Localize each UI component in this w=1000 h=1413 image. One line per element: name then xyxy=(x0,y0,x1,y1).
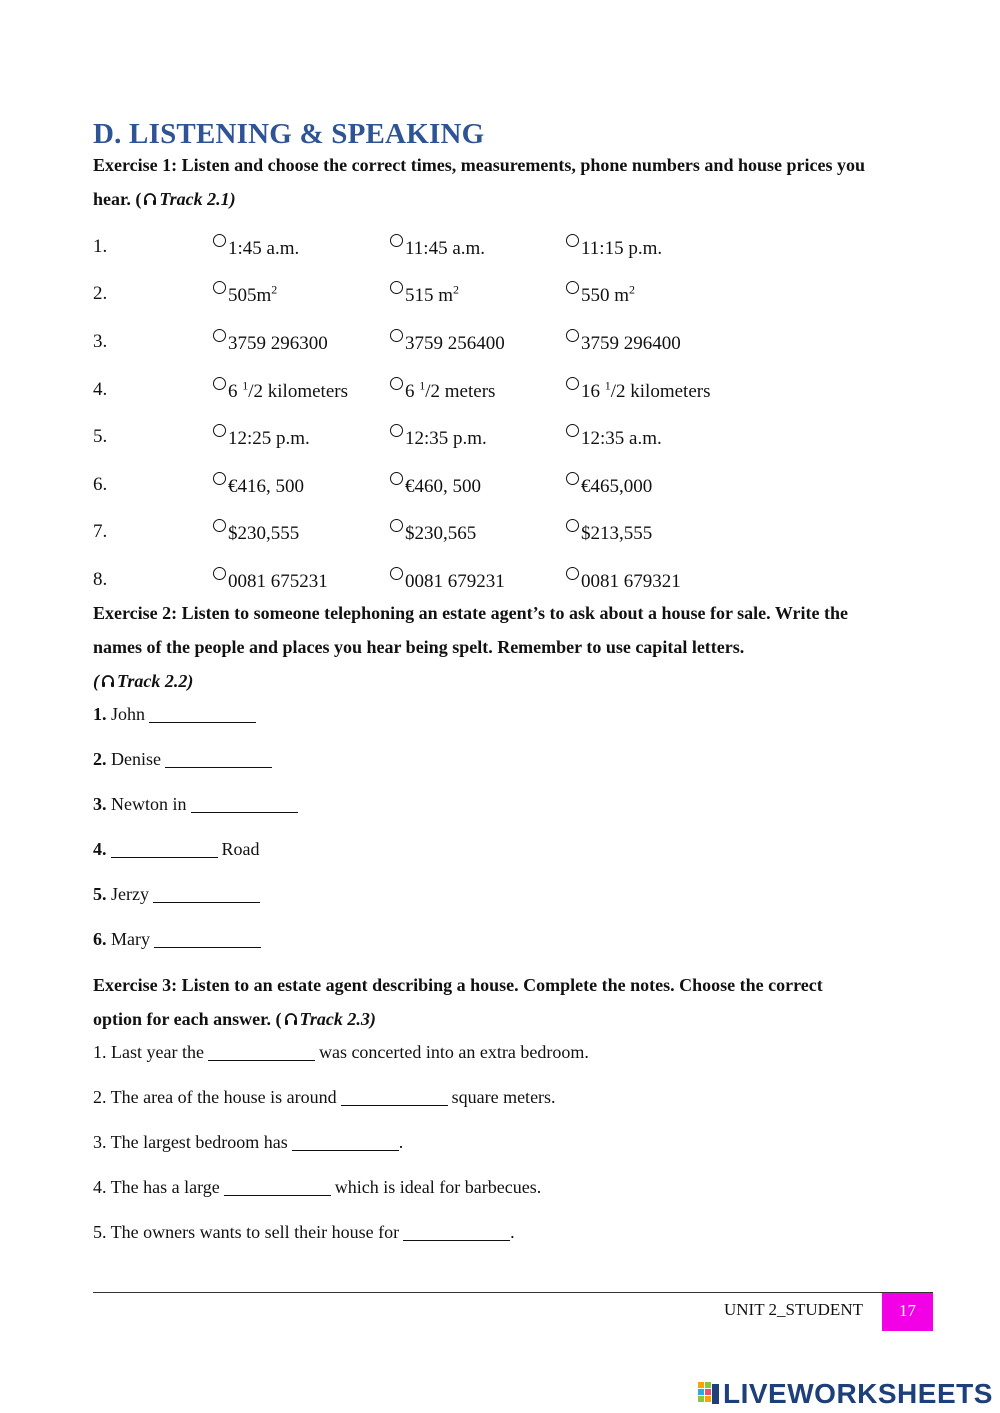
option-5c[interactable] xyxy=(566,424,662,450)
radio-option[interactable] xyxy=(213,472,226,485)
option-1b[interactable] xyxy=(390,234,485,260)
option-label: 0081 679321 xyxy=(581,571,681,592)
option-2b[interactable] xyxy=(390,281,459,307)
option-label: 12:35 p.m. xyxy=(405,428,487,449)
note-item-4 xyxy=(93,1177,541,1198)
radio-option[interactable] xyxy=(566,281,579,294)
option-whole: 6 xyxy=(405,381,420,402)
option-5b[interactable] xyxy=(390,424,487,450)
answer-blank[interactable] xyxy=(111,839,218,858)
radio-option[interactable] xyxy=(213,234,226,247)
radio-option[interactable] xyxy=(566,234,579,247)
radio-option[interactable] xyxy=(213,424,226,437)
item-text: Road xyxy=(221,839,260,859)
unit-label: UNIT 2_STUDENT xyxy=(724,1300,863,1319)
note-item-5 xyxy=(93,1222,515,1243)
item-text: Jerzy xyxy=(111,884,149,904)
answer-blank[interactable] xyxy=(224,1177,331,1196)
exercise3-heading xyxy=(93,968,953,1036)
radio-option[interactable] xyxy=(390,377,403,390)
answer-blank[interactable] xyxy=(208,1042,315,1061)
fraction-numerator: 1 xyxy=(242,378,249,393)
section-title: D. LISTENING & SPEAKING xyxy=(93,118,485,150)
question-row-7 xyxy=(93,519,793,545)
option-6c[interactable] xyxy=(566,472,652,498)
item-number: 3. xyxy=(93,794,107,814)
radio-option[interactable] xyxy=(213,329,226,342)
item-text: 5. The owners wants to sell their house for xyxy=(93,1222,400,1242)
headphones-icon xyxy=(143,192,157,206)
option-label: €460, 500 xyxy=(405,476,481,497)
option-label: 0081 679231 xyxy=(405,571,505,592)
option-3b[interactable] xyxy=(390,329,505,355)
headphones-icon xyxy=(284,1012,298,1026)
option-4b[interactable] xyxy=(390,377,495,403)
track-label xyxy=(141,189,235,209)
exercise2-heading-line2: names of the people and places you hear being spelt. Remember to use capital letters. xyxy=(93,637,745,657)
note-item-3 xyxy=(93,1132,403,1153)
radio-option[interactable] xyxy=(390,329,403,342)
answer-blank[interactable] xyxy=(191,794,298,813)
item-text: . xyxy=(510,1222,515,1242)
exercise2-heading xyxy=(93,596,953,698)
answer-blank[interactable] xyxy=(403,1222,510,1241)
question-number: 4. xyxy=(93,379,108,400)
item-number: 2. xyxy=(93,749,107,769)
option-8b[interactable] xyxy=(390,567,505,593)
option-label: $213,555 xyxy=(581,523,653,544)
radio-option[interactable] xyxy=(390,234,403,247)
question-row-4 xyxy=(93,377,793,403)
option-label: 3759 296300 xyxy=(228,333,328,354)
item-text: was concerted into an extra bedroom. xyxy=(318,1042,589,1062)
option-label: 11:15 p.m. xyxy=(581,238,663,259)
item-text: Newton in xyxy=(111,794,187,814)
fill-item-5 xyxy=(93,884,264,905)
option-1a[interactable] xyxy=(213,234,299,260)
option-label: 12:35 a.m. xyxy=(581,428,662,449)
superscript: 2 xyxy=(629,282,636,297)
liveworksheets-logo-icon xyxy=(698,1382,720,1406)
option-label: /2 meters xyxy=(425,381,496,402)
item-number: 1. xyxy=(93,704,107,724)
option-7b[interactable] xyxy=(390,519,476,545)
option-1c[interactable] xyxy=(566,234,662,260)
item-text: 4. The has a large xyxy=(93,1177,220,1197)
answer-blank[interactable] xyxy=(154,929,261,948)
item-text: which is ideal for barbecues. xyxy=(334,1177,542,1197)
item-text: 1. Last year the xyxy=(93,1042,204,1062)
question-row-8 xyxy=(93,567,793,593)
option-label: €465,000 xyxy=(581,476,653,497)
option-2c[interactable] xyxy=(566,281,635,307)
fill-item-6 xyxy=(93,929,265,950)
track-label xyxy=(99,671,193,691)
item-text: . xyxy=(398,1132,404,1152)
fraction-numerator: 1 xyxy=(419,378,426,393)
option-7a[interactable] xyxy=(213,519,299,545)
item-number: 4. xyxy=(93,839,107,859)
option-label: 505m xyxy=(228,285,272,306)
fill-item-2 xyxy=(93,749,276,770)
option-label: 550 m xyxy=(581,285,630,306)
option-4c[interactable] xyxy=(566,377,710,403)
option-label: 3759 296400 xyxy=(581,333,681,354)
item-text: 2. The area of the house is around xyxy=(93,1087,337,1107)
radio-option[interactable] xyxy=(390,424,403,437)
answer-blank[interactable] xyxy=(149,704,256,723)
item-number: 5. xyxy=(93,884,107,904)
question-number: 1. xyxy=(93,236,108,257)
radio-option[interactable] xyxy=(213,567,226,580)
item-text: 3. The largest bedroom has xyxy=(93,1132,288,1152)
option-label: 0081 675231 xyxy=(228,571,328,592)
brand-logo[interactable] xyxy=(698,1378,993,1410)
radio-option[interactable] xyxy=(566,424,579,437)
radio-option[interactable] xyxy=(213,377,226,390)
exercise1-heading-prefix: hear. ( xyxy=(93,189,142,209)
answer-blank[interactable] xyxy=(153,884,260,903)
option-3a[interactable] xyxy=(213,329,328,355)
option-label: /2 kilometers xyxy=(248,381,348,402)
radio-option[interactable] xyxy=(566,472,579,485)
option-label: $230,555 xyxy=(228,523,300,544)
brand-name: LIVEWORKSHEETS xyxy=(723,1378,993,1409)
option-label: 515 m xyxy=(405,285,454,306)
radio-option[interactable] xyxy=(213,281,226,294)
option-8c[interactable] xyxy=(566,567,681,593)
option-5a[interactable] xyxy=(213,424,310,450)
option-2a[interactable] xyxy=(213,281,277,307)
item-text: Mary xyxy=(111,929,150,949)
exercise2-track xyxy=(93,664,953,698)
note-item-2 xyxy=(93,1087,556,1108)
option-6b[interactable] xyxy=(390,472,481,498)
note-item-1 xyxy=(93,1042,589,1063)
exercise3-heading-prefix: option for each answer. ( xyxy=(93,1009,282,1029)
question-row-2 xyxy=(93,281,793,307)
track-prefix: ( xyxy=(93,671,99,691)
option-8a[interactable] xyxy=(213,567,328,593)
superscript: 2 xyxy=(271,282,278,297)
fill-item-4 xyxy=(93,839,260,860)
exercise2-heading-line1: Exercise 2: Listen to someone telephoning an estate agent’s to ask about a house for sale. Write the xyxy=(93,603,848,623)
radio-option[interactable] xyxy=(566,329,579,342)
option-label: 12:25 p.m. xyxy=(228,428,310,449)
answer-blank[interactable] xyxy=(341,1087,448,1106)
answer-blank[interactable] xyxy=(292,1132,399,1151)
question-number: 3. xyxy=(93,331,108,352)
option-label: €416, 500 xyxy=(228,476,304,497)
exercise1-heading-line1: Exercise 1: Listen and choose the correct times, measurements, phone numbers and house prices you xyxy=(93,155,865,175)
radio-option[interactable] xyxy=(213,519,226,532)
radio-option[interactable] xyxy=(390,472,403,485)
question-number: 5. xyxy=(93,426,108,447)
option-label: 3759 256400 xyxy=(405,333,505,354)
item-text: Denise xyxy=(111,749,161,769)
question-number: 8. xyxy=(93,569,108,590)
superscript: 2 xyxy=(453,282,460,297)
option-3c[interactable] xyxy=(566,329,681,355)
option-whole: 16 xyxy=(581,381,605,402)
option-whole: 6 xyxy=(228,381,243,402)
radio-option[interactable] xyxy=(390,567,403,580)
item-text: John xyxy=(111,704,146,724)
track-label xyxy=(282,1009,376,1029)
radio-option[interactable] xyxy=(566,377,579,390)
answer-blank[interactable] xyxy=(165,749,272,768)
option-7c[interactable] xyxy=(566,519,652,545)
fill-item-1 xyxy=(93,704,260,725)
track-number: Track 2.2) xyxy=(117,671,194,691)
radio-option[interactable] xyxy=(566,519,579,532)
question-row-3 xyxy=(93,329,793,355)
exercise1-heading-line2 xyxy=(93,182,953,216)
page-number: 17 xyxy=(882,1293,933,1331)
track-number: Track 2.3) xyxy=(299,1009,376,1029)
footer-divider xyxy=(93,1292,933,1293)
exercise3-heading-line1: Exercise 3: Listen to an estate agent describing a house. Complete the notes. Choose the correct xyxy=(93,975,823,995)
question-number: 2. xyxy=(93,283,108,304)
option-label: 11:45 a.m. xyxy=(405,238,486,259)
question-number: 6. xyxy=(93,474,108,495)
fill-item-3 xyxy=(93,794,302,815)
question-row-5 xyxy=(93,424,793,450)
option-label: /2 kilometers xyxy=(610,381,711,402)
radio-option[interactable] xyxy=(390,281,403,294)
option-4a[interactable] xyxy=(213,377,348,403)
item-text: square meters. xyxy=(451,1087,556,1107)
headphones-icon xyxy=(101,674,115,688)
question-row-1 xyxy=(93,234,793,260)
radio-option[interactable] xyxy=(566,567,579,580)
exercise1-heading xyxy=(93,148,953,216)
option-label: 1:45 a.m. xyxy=(228,238,300,259)
question-number: 7. xyxy=(93,521,108,542)
track-number: Track 2.1) xyxy=(159,189,236,209)
fraction-numerator: 1 xyxy=(604,378,611,393)
item-number: 6. xyxy=(93,929,107,949)
option-6a[interactable] xyxy=(213,472,304,498)
radio-option[interactable] xyxy=(390,519,403,532)
exercise3-heading-line2 xyxy=(93,1002,953,1036)
option-label: $230,565 xyxy=(405,523,477,544)
question-row-6 xyxy=(93,472,793,498)
